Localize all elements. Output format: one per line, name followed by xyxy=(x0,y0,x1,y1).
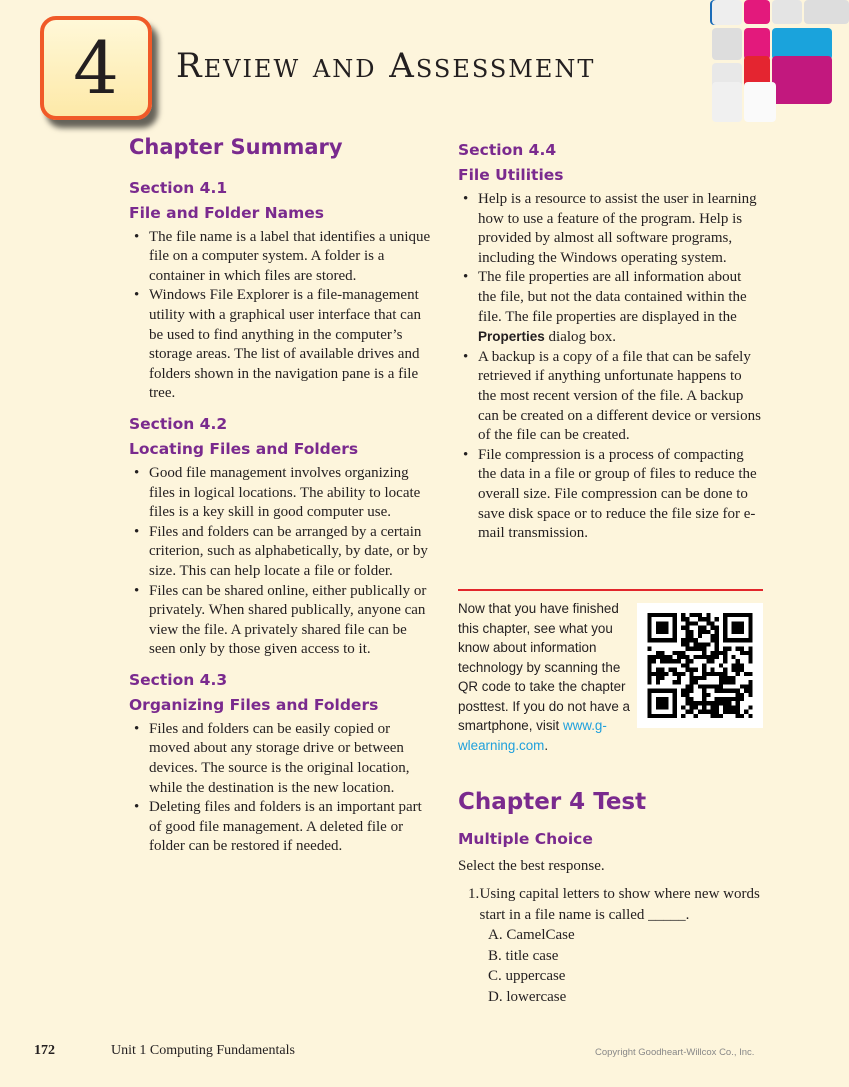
test-subtitle: Multiple Choice xyxy=(458,829,593,848)
list-item: • The file name is a label that identifies a unique file on a computer system. A folder is a container in which files are stored. xyxy=(129,228,434,287)
website-link[interactable]: www.g-wlearning.com xyxy=(458,718,607,753)
posttest-note xyxy=(458,599,638,755)
section-number: Section 4.3 xyxy=(129,670,228,689)
list-item: • Good file management involves organizing files in logical locations. The ability to locate files is a key skill in good computer use. xyxy=(129,464,434,523)
list-item: • File compression is a process of compacting the data in a file or group of files to reduce the overall size. File compression can be done to save disk space or to reduce the file size for e-mail transmission. xyxy=(458,446,763,544)
chapter-summary-heading: Chapter Summary xyxy=(129,135,343,159)
posttest-end: . xyxy=(544,737,549,753)
list-item: • Windows File Explorer is a file-management utility with a graphical user interface that can be used to find anything in the computer’s storage areas. The list of available drives and folders shown in the navigation pane is a file tree. xyxy=(129,286,434,404)
answer-option: D. lowercase xyxy=(488,988,567,1005)
section-4-4 xyxy=(458,138,763,544)
list-item-text: The file properties are all information about the file, but not the data contained within the file. The file properties are displayed in the xyxy=(478,269,747,325)
chapter-number-badge: 4 xyxy=(40,16,152,120)
posttest-text: Now that you have finished this chapter, see what you know about information technology by scanning the QR code to take the chapter posttest. If you do not have a smartphone, visit xyxy=(458,601,630,733)
chapter-test xyxy=(458,789,763,1007)
list-item: • A backup is a copy of a file that can be safely retrieved if anything unfortunate happens to the most recent version of the file. A backup can be created on a different device or versions of the file can be created. xyxy=(458,348,763,446)
chapter-summary-left-column xyxy=(129,135,434,865)
section-4-3 xyxy=(129,668,434,857)
list-item xyxy=(458,268,763,347)
decorative-tiles-image xyxy=(710,0,849,122)
page-number: 172 xyxy=(34,1043,55,1058)
section-number: Section 4.4 xyxy=(458,141,557,159)
section-name: Organizing Files and Folders xyxy=(129,695,379,714)
page-title: Review and Assessment xyxy=(176,46,596,86)
copyright: Copyright Goodheart-Willcox Co., Inc. xyxy=(595,1047,755,1058)
section-name: File Utilities xyxy=(458,166,564,184)
list-item: • Files and folders can be arranged by a certain criterion, such as alphabetically, by date, or by size. This can help locate a file or folder. xyxy=(129,523,434,582)
qr-code[interactable] xyxy=(637,603,763,728)
list-item: • Deleting files and folders is an important part of good file management. A deleted file or folder can be restored if needed. xyxy=(129,798,434,857)
chapter-summary-right-column xyxy=(458,138,763,552)
section-4-2 xyxy=(129,412,434,660)
properties-term: Properties xyxy=(478,329,545,345)
section-name: Locating Files and Folders xyxy=(129,439,359,458)
answer-option: A. CamelCase xyxy=(488,927,575,943)
section-number: Section 4.2 xyxy=(129,414,228,433)
list-item: • Files and folders can be easily copied or moved about any storage drive or between devices. The source is the original location, while the destination is the new location. xyxy=(129,720,434,798)
question xyxy=(458,884,763,925)
answer-option: C. uppercase xyxy=(488,968,566,984)
section-number: Section 4.1 xyxy=(129,178,228,197)
unit-label: Unit 1 Computing Fundamentals xyxy=(111,1043,295,1058)
list-item-text: dialog box. xyxy=(544,329,617,346)
question-number: 1. xyxy=(468,886,480,902)
list-item: • Help is a resource to assist the user in learning how to use a feature of the program. Help is provided by almost all software programs, including the Windows operating system. xyxy=(458,190,763,268)
chapter-test-heading: Chapter 4 Test xyxy=(458,789,647,815)
section-name: File and Folder Names xyxy=(129,203,324,222)
question-text: Using capital letters to show where new words start in a file name is called _____. xyxy=(479,886,760,923)
test-instruction: Select the best response. xyxy=(458,857,605,874)
answer-option: B. title case xyxy=(488,947,559,964)
section-4-1 xyxy=(129,176,434,404)
list-item: • Files can be shared online, either publically or privately. When shared publically, anyone can view the file. A privately shared file can be seen only by those given access to it. xyxy=(129,582,434,660)
qr-code-icon xyxy=(647,613,753,718)
divider-rule xyxy=(458,589,763,591)
